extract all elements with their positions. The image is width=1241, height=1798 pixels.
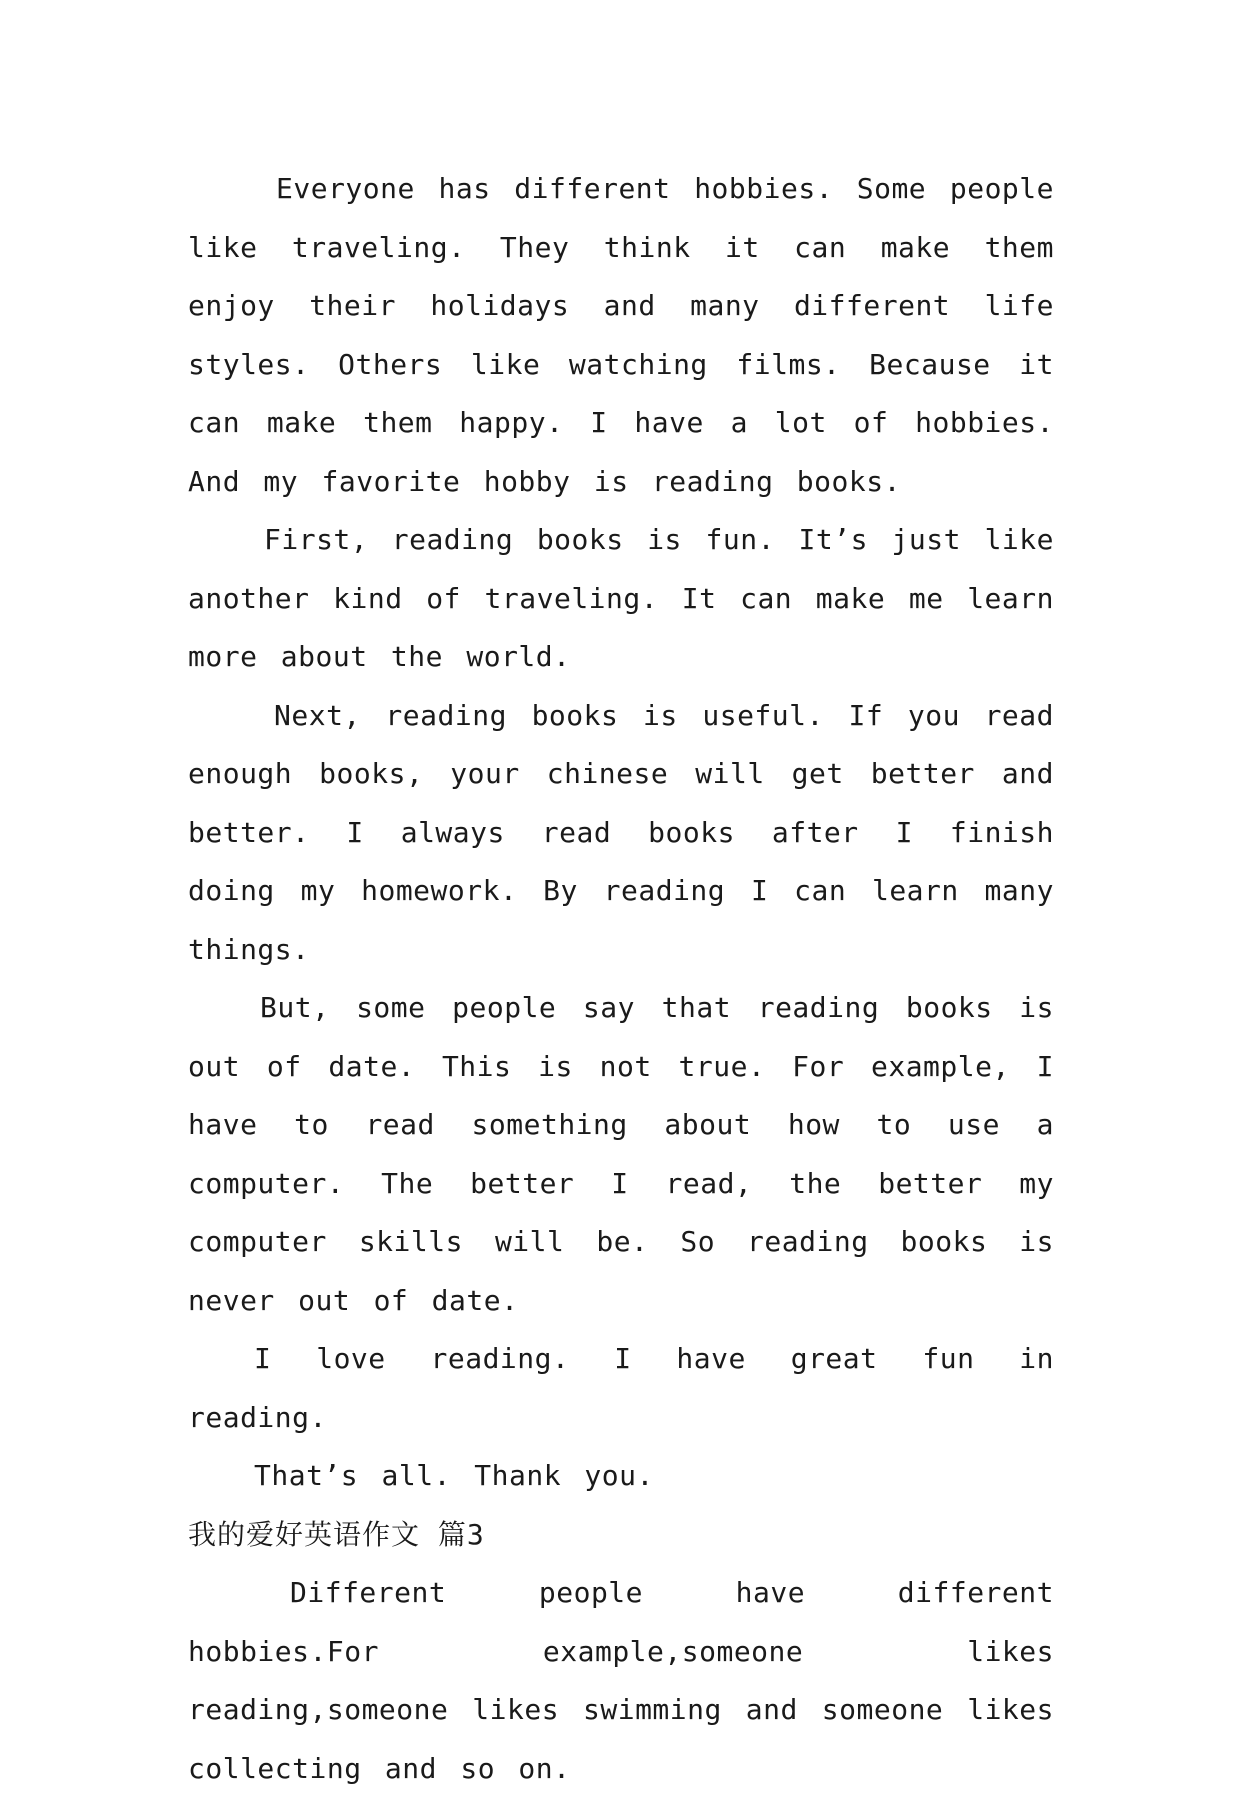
essay-paragraph-3: Next, reading books is useful. If you read enough books, your chinese will get better and better. I always read books after I finish doing my homework. By reading I can learn many things. <box>188 698 1054 966</box>
essay-paragraph-5: I love reading. I have great fun in reading. <box>188 1342 1054 1434</box>
document-page <box>188 160 1054 1798</box>
essay-paragraph-4: But, some people say that reading books is out of date. This is not true. For example, I have to read something about how to use a computer. The better I read, the better my computer skills will be. So reading books is never out of date. <box>188 991 1054 1317</box>
essay-paragraph-6: That’s all. Thank you. <box>254 1459 654 1492</box>
essay-paragraph-2: First, reading books is fun. It’s just like another kind of traveling. It can make me learn more about the world. <box>188 523 1054 673</box>
section3-paragraph-1: Different people have different hobbies.For example,someone likes reading,someone likes swimming and someone likes collecting and so on. <box>188 1576 1054 1785</box>
essay-paragraph-1: Everyone has different hobbies. Some people like traveling. They think it can make them enjoy their holidays and many different life styles. Others like watching films. Because it can make them happy. I have a lot of hobbies. And my favorite hobby is reading books. <box>188 172 1054 498</box>
section-heading: 我的爱好英语作文 篇3 <box>188 1517 485 1551</box>
